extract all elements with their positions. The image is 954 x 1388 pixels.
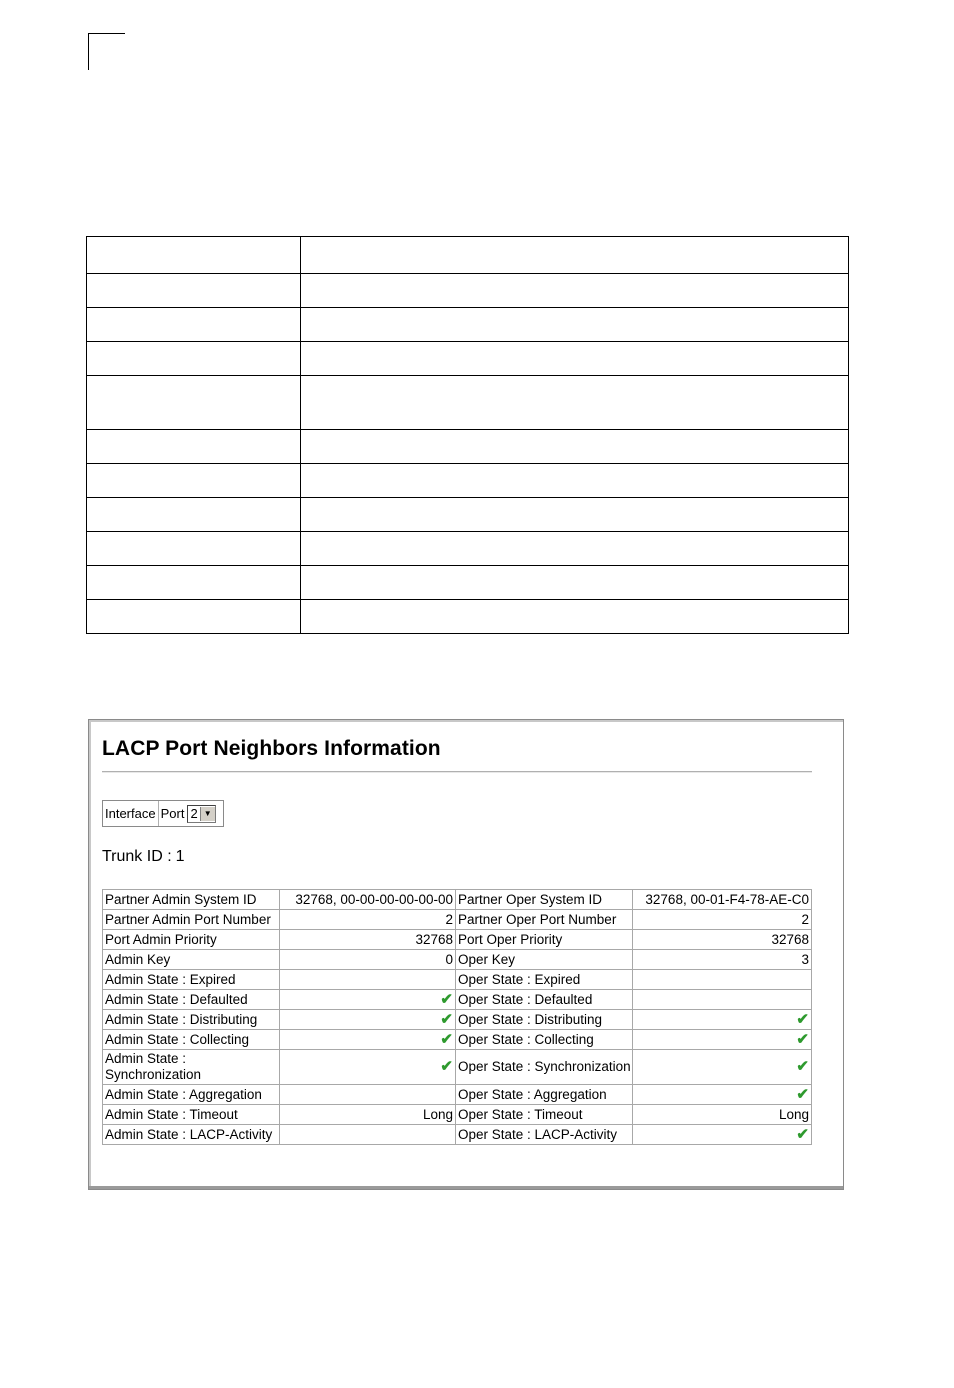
oper-field-value [633,970,812,990]
oper-field-value: 32768, 00-01-F4-78-AE-C0 [633,890,812,910]
page-title: LACP Port Neighbors Information [102,737,441,760]
lacp-neighbors-panel [88,719,844,1190]
table-row [87,566,849,600]
interface-label: Interface [103,801,159,826]
admin-field-label: Port Admin Priority [103,930,280,950]
oper-field-label: Oper State : LACP-Activity [456,1125,633,1145]
oper-field-label: Oper State : Distributing [456,1010,633,1030]
trunk-id-label: Trunk ID : [102,848,172,865]
oper-field-value: 2 [633,910,812,930]
admin-field-label: Admin State : Distributing [103,1010,280,1030]
table-row [103,930,812,950]
table-row [103,1030,812,1050]
port-select-value: 2 [190,806,198,821]
table-row [103,950,812,970]
admin-field-label: Admin State : Expired [103,970,280,990]
table-row [103,1050,812,1085]
oper-field-label: Oper State : Aggregation [456,1085,633,1105]
admin-field-value [280,1010,456,1030]
oper-field-label: Oper State : Expired [456,970,633,990]
checkmark-icon: ✔ [796,1010,809,1028]
table-row [103,1085,812,1105]
checkmark-icon: ✔ [440,1030,453,1048]
title-divider [102,771,812,773]
checkmark-icon: ✔ [440,990,453,1008]
oper-field-label: Oper Key [456,950,633,970]
chevron-down-icon[interactable]: ▼ [200,807,215,821]
table-row [87,600,849,634]
checkmark-icon: ✔ [440,1058,453,1075]
oper-field-value [633,1125,812,1145]
checkmark-icon: ✔ [796,1125,809,1143]
oper-field-value [633,990,812,1010]
admin-field-value: 0 [280,950,456,970]
admin-field-label: Admin State : Timeout [103,1105,280,1125]
table-row [87,342,849,376]
table-row [103,970,812,990]
oper-field-value: Long [633,1105,812,1125]
table-row [103,990,812,1010]
checkmark-icon: ✔ [796,1030,809,1048]
oper-field-value [633,1030,812,1050]
table-row [103,1125,812,1145]
oper-field-value: 32768 [633,930,812,950]
admin-field-label: Admin Key [103,950,280,970]
admin-field-value: 32768, 00-00-00-00-00-00 [280,890,456,910]
oper-field-value [633,1085,812,1105]
parameter-table [86,236,849,634]
oper-field-value [633,1050,812,1085]
admin-field-value: 32768 [280,930,456,950]
admin-field-label: Admin State : Defaulted [103,990,280,1010]
table-row [103,910,812,930]
admin-field-label: Admin State : Aggregation [103,1085,280,1105]
admin-field-value [280,1125,456,1145]
table-row [103,890,812,910]
admin-field-label: Admin State : Synchronization [103,1050,280,1085]
table-row [103,1105,812,1125]
oper-field-value [633,1010,812,1030]
oper-field-label: Oper State : Collecting [456,1030,633,1050]
oper-field-label: Port Oper Priority [456,930,633,950]
admin-field-value: Long [280,1105,456,1125]
oper-field-label: Oper State : Synchronization [456,1050,633,1085]
neighbors-table [102,889,812,1145]
table-row [87,532,849,566]
trunk-id [102,848,189,866]
oper-field-label: Partner Oper System ID [456,890,633,910]
admin-field-value [280,1030,456,1050]
oper-field-label: Partner Oper Port Number [456,910,633,930]
interface-selector [102,800,224,827]
checkmark-icon: ✔ [796,1085,809,1103]
checkmark-icon: ✔ [440,1010,453,1028]
admin-field-value [280,1085,456,1105]
trunk-id-value: 1 [175,848,185,865]
crop-mark [88,33,125,70]
admin-field-value [280,1050,456,1085]
admin-field-label: Partner Admin System ID [103,890,280,910]
admin-field-value [280,990,456,1010]
oper-field-value: 3 [633,950,812,970]
table-row [103,1010,812,1030]
admin-field-label: Admin State : Collecting [103,1030,280,1050]
port-select[interactable] [187,805,215,823]
port-label: Port [160,806,185,821]
panel-bottom-edge [89,1186,843,1189]
admin-field-label: Admin State : LACP-Activity [103,1125,280,1145]
table-row [87,464,849,498]
checkmark-icon: ✔ [796,1058,809,1075]
table-row [87,498,849,532]
table-row [87,430,849,464]
table-row [87,274,849,308]
port-group [159,805,218,823]
admin-field-label: Partner Admin Port Number [103,910,280,930]
table-row [87,237,849,274]
admin-field-value [280,970,456,990]
table-row [87,376,849,430]
table-row [87,308,849,342]
oper-field-label: Oper State : Timeout [456,1105,633,1125]
admin-field-value: 2 [280,910,456,930]
oper-field-label: Oper State : Defaulted [456,990,633,1010]
